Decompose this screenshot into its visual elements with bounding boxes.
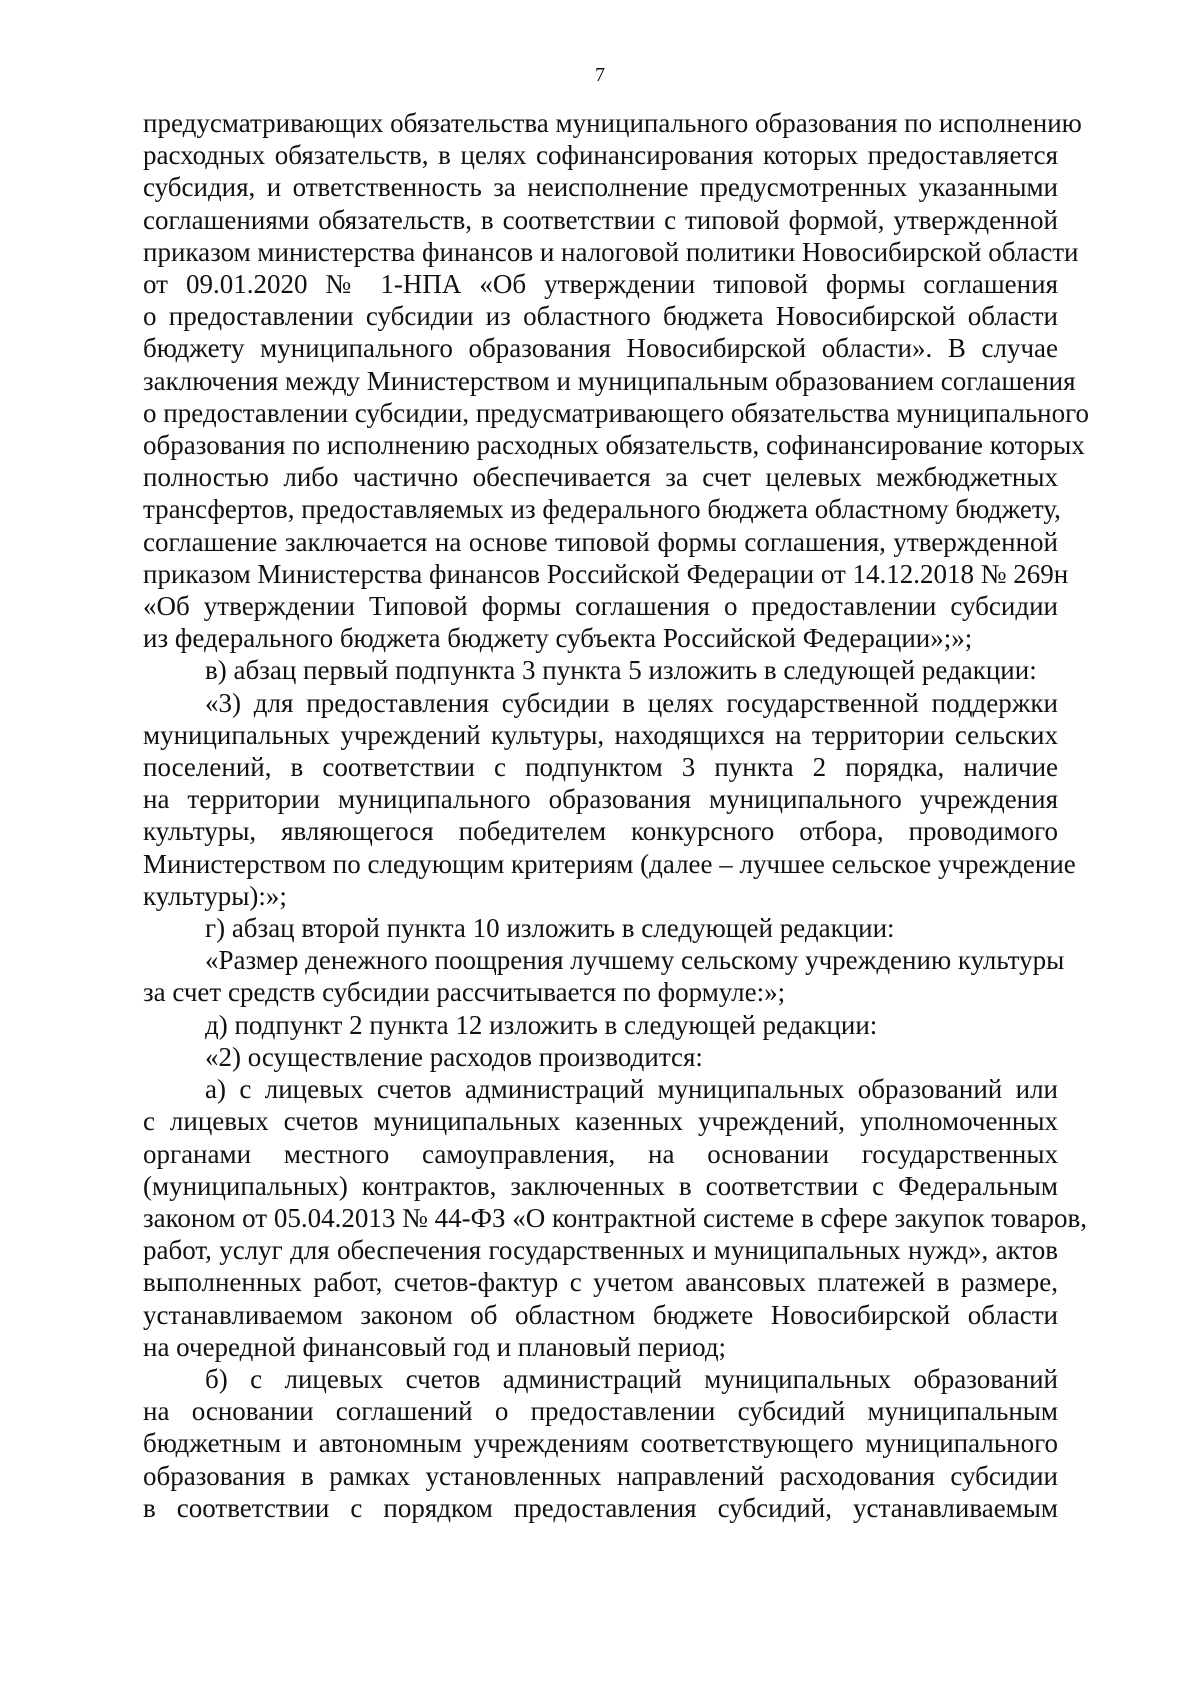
- text-line: субсидия, и ответственность за неисполнение предусмотренных указанными: [143, 172, 1058, 203]
- paragraph: [143, 654, 1058, 686]
- text-line: соглашение заключается на основе типовой формы соглашения, утвержденной: [143, 526, 1058, 557]
- text-line: о предоставлении субсидии, предусматривающего обязательства муниципального: [143, 397, 1090, 428]
- text-line: о предоставлении субсидии из областного бюджета Новосибирской области: [143, 301, 1058, 332]
- text-line: законом от 05.04.2013 № 44-ФЗ «О контрактной системе в сфере закупок товаров,: [143, 1202, 1088, 1233]
- text-line: предусматривающих обязательства муниципального образования по исполнению: [143, 108, 1082, 138]
- paragraph: [143, 1009, 1058, 1041]
- text-line: соглашениями обязательств, в соответствии с типовой формой, утвержденной: [143, 204, 1058, 235]
- text-line: д) подпункт 2 пункта 12 изложить в следующей редакции:: [205, 1009, 878, 1040]
- text-line: бюджетным и автономным учреждениям соответствующего муниципального: [143, 1428, 1058, 1459]
- text-line: «Размер денежного поощрения лучшему сельскому учреждению культуры: [205, 945, 1065, 976]
- text-line: полностью либо частично обеспечивается за счет целевых межбюджетных: [143, 462, 1058, 493]
- text-line: а) с лицевых счетов администраций муниципальных образований или: [205, 1074, 1058, 1105]
- text-line: бюджету муниципального образования Новосибирской области». В случае: [143, 333, 1058, 364]
- text-line: на очередной финансовый год и плановый период;: [143, 1331, 727, 1362]
- paragraph: [143, 944, 1065, 1008]
- text-line: от 09.01.2020 № 1-НПА «Об утверждении типовой формы соглашения: [143, 269, 1058, 300]
- text-line: б) с лицевых счетов администраций муниципальных образований: [205, 1363, 1058, 1394]
- text-line: в) абзац первый подпункта 3 пункта 5 изложить в следующей редакции:: [205, 655, 1037, 686]
- text-line: г) абзац второй пункта 10 изложить в следующей редакции:: [205, 913, 895, 944]
- page-number: 7: [595, 64, 605, 86]
- text-line: Министерством по следующим критериям (далее – лучшее сельское учреждение: [143, 848, 1076, 879]
- paragraph: [143, 1363, 1058, 1524]
- text-line: приказом министерства финансов и налоговой политики Новосибирской области: [143, 236, 1079, 267]
- text-line: расходных обязательств, в целях софинансирования которых предоставляется: [143, 140, 1058, 171]
- text-line: «3) для предоставления субсидии в целях государственной поддержки: [205, 687, 1058, 718]
- text-line: поселений, в соответствии с подпунктом 3 пункта 2 порядка, наличие: [143, 752, 1058, 783]
- paragraph: [143, 1041, 1058, 1073]
- text-line: работ, услуг для обеспечения государственных и муниципальных нужд», актов: [143, 1235, 1058, 1266]
- text-line: выполненных работ, счетов-фактур с учетом авансовых платежей в размере,: [143, 1267, 1058, 1298]
- document-body: [143, 107, 1090, 1524]
- text-line: органами местного самоуправления, на основании государственных: [143, 1138, 1058, 1169]
- text-line: (муниципальных) контрактов, заключенных в соответствии с Федеральным: [143, 1170, 1058, 1201]
- text-line: на территории муниципального образования муниципального учреждения: [143, 784, 1058, 815]
- text-line: образования по исполнению расходных обязательств, софинансирование которых: [143, 430, 1085, 461]
- text-line: культуры, являющегося победителем конкурсного отбора, проводимого: [143, 816, 1058, 847]
- paragraph: [143, 107, 1090, 654]
- text-line: на основании соглашений о предоставлении субсидий муниципальным: [143, 1396, 1058, 1427]
- text-line: «Об утверждении Типовой формы соглашения о предоставлении субсидии: [143, 591, 1058, 622]
- text-line: в соответствии с порядком предоставления субсидий, устанавливаемым: [143, 1492, 1058, 1523]
- paragraph: [143, 687, 1076, 912]
- text-line: муниципальных учреждений культуры, находящихся на территории сельских: [143, 719, 1058, 750]
- text-line: из федерального бюджета бюджету субъекта Российской Федерации»;»;: [143, 623, 973, 654]
- text-line: трансфертов, предоставляемых из федерального бюджета областному бюджету,: [143, 494, 1061, 525]
- text-line: образования в рамках установленных направлений расходования субсидии: [143, 1460, 1058, 1491]
- paragraph: [143, 1073, 1088, 1363]
- text-line: заключения между Министерством и муниципальным образованием соглашения: [143, 365, 1076, 396]
- text-line: «2) осуществление расходов производится:: [205, 1041, 703, 1072]
- paragraph: [143, 912, 1058, 944]
- text-line: за счет средств субсидии рассчитывается по формуле:»;: [143, 977, 786, 1008]
- text-line: устанавливаемом законом об областном бюджете Новосибирской области: [143, 1299, 1058, 1330]
- text-line: культуры):»;: [143, 880, 287, 911]
- text-line: с лицевых счетов муниципальных казенных учреждений, уполномоченных: [143, 1106, 1058, 1137]
- text-line: приказом Министерства финансов Российской Федерации от 14.12.2018 № 269н: [143, 558, 1069, 589]
